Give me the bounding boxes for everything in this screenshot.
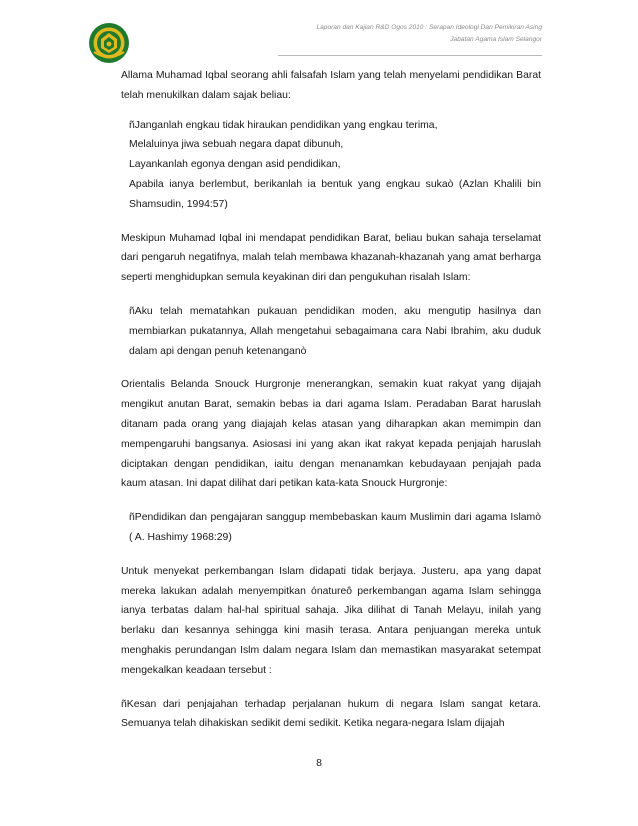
jais-emblem-icon [88, 22, 130, 64]
running-header-department: Jabatan Agama Islam Selangor [450, 36, 542, 43]
running-header-title: Laporan dan Kajian R&D Ogos 2010 : Serapan Ideologi Dan Pemikiran Asing [316, 24, 542, 31]
spacer [121, 681, 541, 695]
paragraph: Untuk menyekat perkembangan Islam didapati tidak berjaya. Justeru, apa yang dapat mereka lakukan adalah menyempitkan ónatureô perkembangan agama Islam sehingga ianya terbatas dalam hal-hal spiritual sahaja. Jika dilihat di Tanah Melayu, inilah yang berlaku dan kesannya sehingga kini masih terasa. Antara penjuangan mereka untuk menghakis perundangan Islm dalam negara Islam dan memastikan masyarakat setempat mengekalkan keadaan tersebut : [121, 565, 541, 676]
block-quote: ñJanganlah engkau tidak hiraukan pendidikan yang engkau terima, Melaluinya jiwa sebuah negara dapat dibunuh, Layankanlah egonya dengan asid pendidikan, Apabila ianya berlembut, berikanlah ia bentuk yang engkau sukaò (Azlan Khalili bin Shamsudin, 1994:57) [129, 119, 541, 210]
spacer [121, 361, 541, 375]
page-body [121, 66, 541, 734]
paragraph: Allama Muhamad Iqbal seorang ahli falsafah Islam yang telah menyelami pendidikan Barat telah menukilkan dalam sajak beliau: [121, 70, 541, 101]
spacer [121, 288, 541, 302]
spacer [121, 548, 541, 562]
paragraph: Meskipun Muhamad Iqbal ini mendapat pendidikan Barat, beliau bukan sahaja terselamat dari pengaruh negatifnya, malah telah membawa khazanah-khazanah yang amat berharga seperti menghidupkan semula keyakinan diri dan pengukuhan risalah Islam: [121, 232, 541, 284]
spacer [121, 106, 541, 116]
spacer [121, 215, 541, 229]
block-quote: ñAku telah mematahkan pukauan pendidikan moden, aku mengutip hasilnya dan membiarkan pukatannya, Allah mengetahui sebagaimana cara Nabi Ibrahim, aku duduk dalam api dengan penuh ketenanganò [129, 305, 541, 357]
block-quote: ñPendidikan dan pengajaran sanggup membebaskan kaum Muslimin dari agama Islamò ( A. Hashimy 1968:29) [129, 512, 541, 543]
page-number: 8 [316, 758, 322, 769]
paragraph: Orientalis Belanda Snouck Hurgronje menerangkan, semakin kuat rakyat yang dijajah mengikut anutan Barat, semakin bebas ia dari agama Islam. Peradaban Barat haruslah ditanam pada orang yang diajajah kelas atasan yang diharapkan akan memimpin dan mempengaruhi bangsanya. Asiosasi ini yang akan ikat rakyat kepada penjajah haruslah diciptakan dengan pendidikan, iaitu dengan menanamkan kebudayaan penjajah pada kaum atasan. Ini dapat dilihat dari petikan kata-kata Snouck Hurgronje: [121, 379, 541, 490]
running-header [316, 22, 542, 46]
spacer [121, 494, 541, 508]
header-rule [278, 55, 542, 56]
paragraph: ñKesan dari penjajahan terhadap perjalanan hukum di negara Islam sangat ketara. Semuanya telah dihakiskan sedikit demi sedikit. Ketika negara-negara Islam dijajah [121, 698, 541, 730]
